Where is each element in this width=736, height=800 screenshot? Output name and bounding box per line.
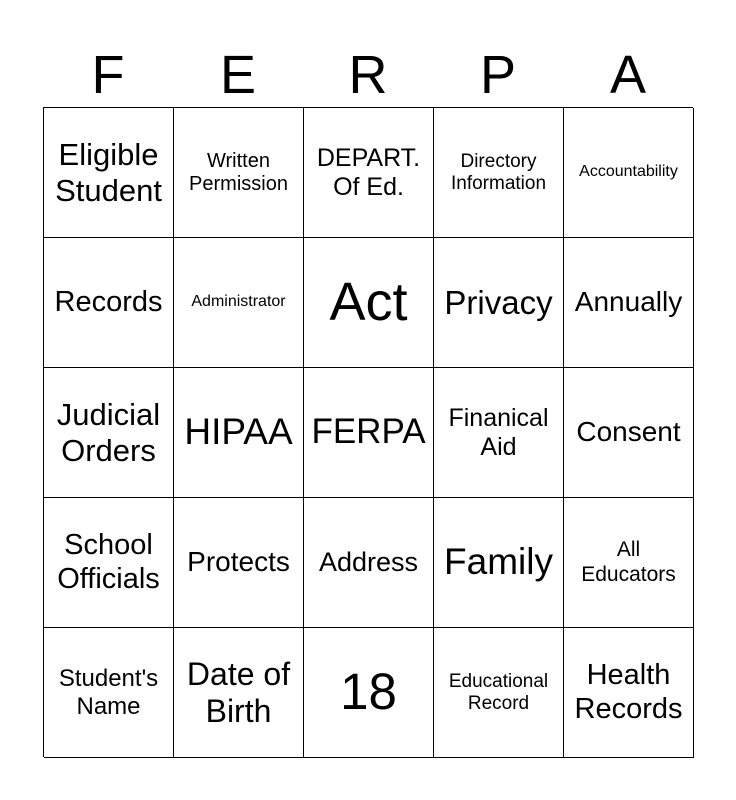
- cell-label: Judicial Orders: [56, 396, 161, 468]
- cell-label: 18: [340, 663, 397, 721]
- bingo-cell[interactable]: [564, 108, 694, 238]
- cell-label: Written Permission: [189, 149, 288, 195]
- cell-label: Records: [54, 285, 163, 318]
- bingo-cell[interactable]: [564, 368, 694, 498]
- bingo-cell[interactable]: [434, 368, 564, 498]
- bingo-cell[interactable]: [434, 498, 564, 628]
- bingo-cell[interactable]: [44, 368, 174, 498]
- bingo-cell[interactable]: [44, 628, 174, 758]
- bingo-cell[interactable]: [174, 368, 304, 498]
- cell-label: Protects: [187, 546, 290, 578]
- header-letter-r: R: [348, 45, 388, 105]
- bingo-cell[interactable]: [174, 628, 304, 758]
- bingo-cell[interactable]: [44, 238, 174, 368]
- cell-label: Student's Name: [58, 664, 159, 720]
- bingo-cell[interactable]: [304, 108, 434, 238]
- cell-label: Eligible Student: [55, 136, 162, 208]
- cell-label: Privacy: [444, 283, 553, 321]
- bingo-cell[interactable]: [174, 108, 304, 238]
- cell-label: Administrator: [191, 293, 286, 311]
- cell-label: Act: [329, 272, 408, 333]
- bingo-cell[interactable]: [44, 108, 174, 238]
- bingo-cell[interactable]: [434, 628, 564, 758]
- cell-label: Date of Birth: [186, 655, 291, 729]
- bingo-cell[interactable]: [564, 238, 694, 368]
- cell-label: Health Records: [574, 659, 683, 725]
- bingo-card-grid: [43, 107, 693, 757]
- bingo-header: [43, 44, 693, 106]
- bingo-cell[interactable]: [304, 238, 434, 368]
- cell-label: School Officials: [57, 529, 160, 595]
- header-letter-e: E: [219, 45, 257, 105]
- cell-label: Address: [318, 546, 419, 577]
- bingo-cell[interactable]: [434, 238, 564, 368]
- bingo-cell[interactable]: [564, 498, 694, 628]
- cell-label: Finanical Aid: [448, 403, 549, 461]
- bingo-cell[interactable]: [174, 238, 304, 368]
- cell-label: Educational Record: [448, 670, 549, 714]
- bingo-cell[interactable]: [304, 628, 434, 758]
- bingo-cell[interactable]: [44, 498, 174, 628]
- cell-label: FERPA: [311, 412, 426, 452]
- bingo-cell[interactable]: [304, 498, 434, 628]
- header-letter-f: F: [91, 45, 125, 105]
- bingo-cell[interactable]: [304, 368, 434, 498]
- cell-label: DEPART. Of Ed.: [316, 143, 421, 201]
- header-letter-p: P: [479, 45, 517, 105]
- cell-label: Annually: [574, 286, 683, 318]
- cell-label: Consent: [576, 416, 681, 448]
- cell-label: Directory Information: [450, 150, 547, 194]
- cell-label: All Educators: [581, 538, 676, 586]
- bingo-cell[interactable]: [174, 498, 304, 628]
- bingo-cell[interactable]: [434, 108, 564, 238]
- header-letter-a: A: [609, 45, 647, 105]
- cell-label: Family: [444, 541, 553, 583]
- cell-label: Accountability: [579, 163, 678, 181]
- cell-label: HIPAA: [184, 411, 293, 453]
- bingo-cell[interactable]: [564, 628, 694, 758]
